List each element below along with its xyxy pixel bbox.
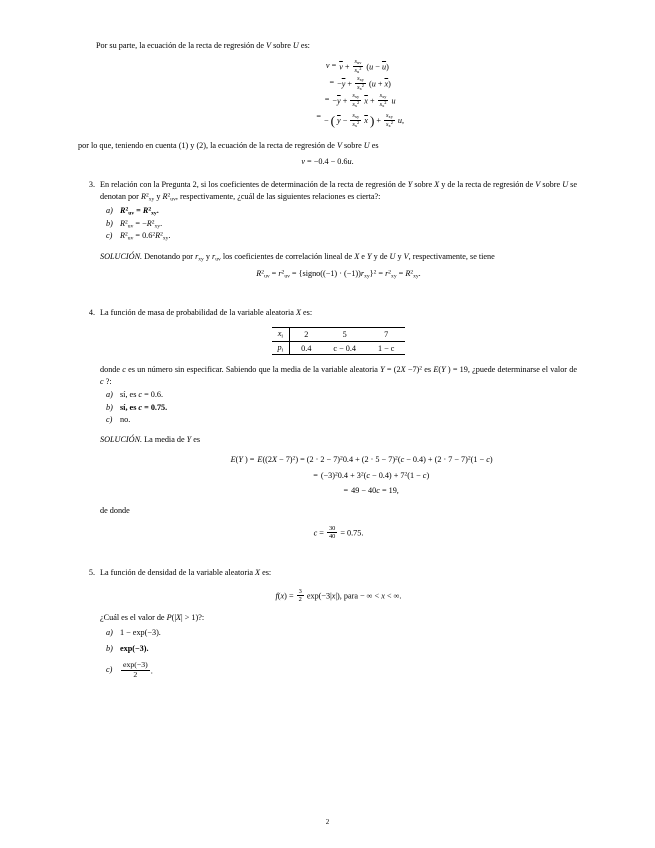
cell-p-3: 1 − c [378,343,395,353]
cell-x-3: 7 [367,328,405,342]
row-header-x: $x_i$ [272,328,290,342]
intro-paragraph: Por su parte, la ecuación de la recta de regresión de V sobre U es: [96,41,310,50]
choice-a[interactable]: a) 1 − exp(−3). [106,628,161,638]
question-3-solution-equation: $R^2_{uv} = r^2_{uv}$ = {signo((−1) · $(-1))r_{xy}\}^2 = r^2_{xy} = R^2_{xy}$. [256,268,421,280]
question-5-number: 5. [88,567,95,577]
question-4 [78,307,577,545]
question-5 [78,567,577,680]
distribution-table [272,327,406,355]
equation-line: = $(-3)^20.4 + 3^2(c - 0.4) + 7^2(1 - c)$ [313,470,430,480]
row-header-p: $p_i$ [272,341,290,355]
choice-c[interactable]: c) no. [106,414,131,424]
question-4-number: 4. [88,307,95,317]
question-4-statement: La función de masa de probabilidad de la variable aleatoria X es: [100,307,313,317]
choice-b[interactable]: b) exp(−3). [106,643,149,653]
question-4-choices [100,389,577,426]
equation-line: = − ( $\overline{y}$ − $\frac{s_{xy}}{s_x^2}$ $\overline{x}$ ) + $\frac{s_{xy}}{s_x^2}$ u, [316,111,405,129]
question-4-solution: SOLUCIÓN. La media de Y es [100,435,201,445]
question-3-statement: En relación con la Pregunta 2, si los coeficientes de determinación de la recta de regresión de Y sobre X y de la recta de regresión de V sobre U se denotan por $R^2_{xy}$ y $R^2_{uv}$, respectivamente, ¿cuál de las siguientes relaciones es cierta?: [100,180,577,203]
choice-a[interactable]: a) $R^2_{uv} = R^2_{xy}$. [106,205,159,217]
choice-a[interactable]: a) sí, es c = 0.6. [106,390,164,400]
table-row [272,328,406,342]
intro-closing: por lo que, teniendo en cuenta (1) y (2), la ecuación de la recta de regresión de V sobre U es [78,141,379,151]
question-5-statement: La función de densidad de la variable aleatoria X es: [100,567,272,577]
question-3 [78,179,577,284]
equation-line: v = $\overline{v}$ + $\frac{s_{uv}}{s_u^2}$ $(u - \overline{u})$ [325,57,389,75]
question-4-after-table: donde c es un número sin especificar. Sabiendo que la media de la variable aleatoria $Y = (2X -7)^2$ es E(Y ) = 19, ¿puede determinarse el valor de c ?: [100,365,577,387]
question-3-choices [100,205,577,244]
equation-line: = $-\overline{y}$ + $\frac{s_{xy}}{s_x^2}$ $\overline{x}$ + $\frac{s_{xy}}{s_x^2}$ u [324,92,396,109]
equation-line: = 49 − 40c = 19, [343,486,399,496]
choice-c[interactable]: c) $R^2_{uv} = 0.6^2R^2_{xy}$. [106,231,171,242]
cell-p-2: c − 0.4 [333,343,356,353]
question-4-solution-block [100,452,577,499]
intro-equation-block [78,58,577,134]
distribution-table-wrap [100,327,577,355]
question-5-equation: f(x) = $\frac{3}{2}$ exp(−3|x|), para − ∞ < x < ∞. [275,587,402,604]
choice-c[interactable]: c) $\frac{\exp(-3)}{2}$ . [106,660,153,679]
page-number: 2 [325,818,330,826]
question-5-question: ¿Cuál es el valor de P(|X| > 1)?: [100,613,205,623]
choice-b[interactable]: b) sí, es c = 0.75. [106,402,168,412]
table-row [272,341,406,355]
cell-x-1: 2 [290,328,323,342]
question-3-solution: SOLUCIÓN. Denotando por $r_{xy}$ y $r_{uv}$ los coeficientes de correlación lineal de X e Y y de U y V, respectivamente, se tiene [100,252,495,263]
cell-x-2: 5 [322,328,367,342]
question-4-closing: de donde [100,505,130,515]
question-3-number: 3. [88,180,95,190]
question-4-final-equation: c = $\frac{30}{40}$ = 0.75. [313,524,364,540]
cell-p-1: 0.4 [301,343,312,353]
equation-line: E(Y ) = $E((2X - 7)^2) = (2 \cdot 2 - 7)^20.4 + (2 \cdot 5 - 7)^2(c - 0.4) + (2 \cdot 7 - 7)^2(1 - c)$ [230,455,493,465]
choice-b[interactable]: b) $R^2_{uv} = -R^2_{xy}$. [106,218,163,230]
intro-final-equation: v = −0.4 − 0.6u. [301,157,354,167]
equation-line: = $-\overline{y}$ + $\frac{s_{xy}}{s_x^2}$ $(u + \overline{x})$ [329,75,391,92]
question-5-choices [100,625,577,680]
